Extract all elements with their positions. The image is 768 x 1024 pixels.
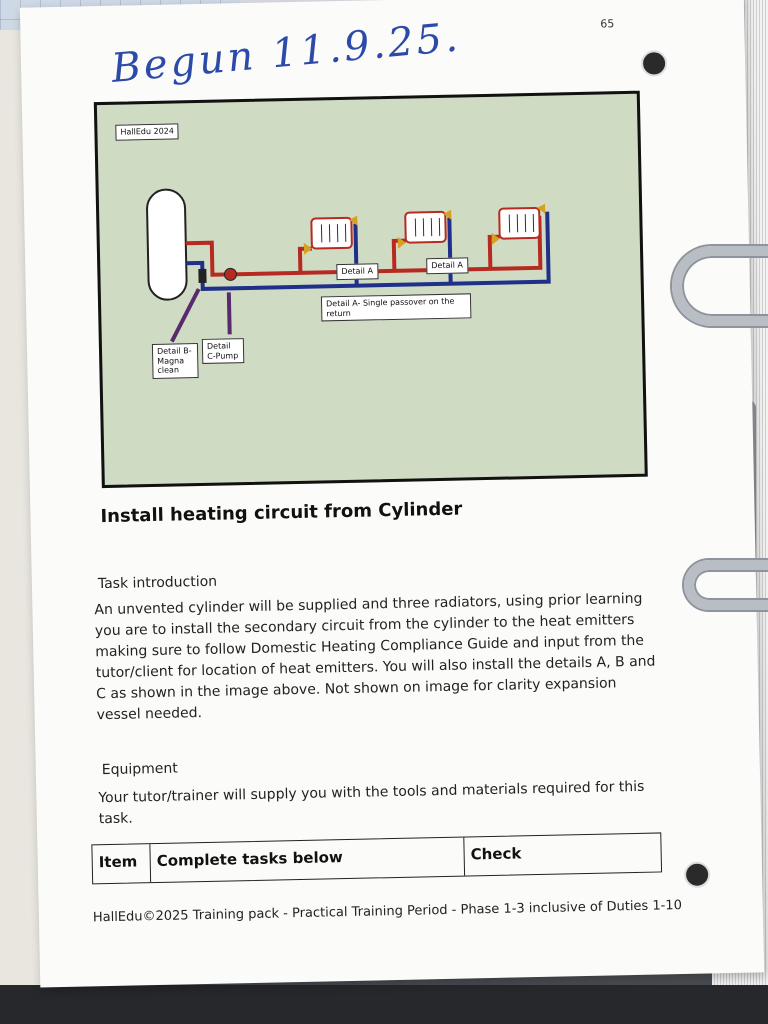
radiator-2: [405, 212, 446, 243]
radiator-1: [311, 218, 352, 249]
equipment-text: Your tutor/trainer will supply you with the tools and materials required for this task.: [98, 778, 645, 828]
detail-a-label-2: Detail A: [426, 257, 468, 273]
radiator-3: [499, 208, 540, 239]
punch-hole-bottom: [684, 861, 711, 888]
task-intro-label: Task introduction: [97, 573, 218, 593]
heating-diagram: [94, 91, 648, 488]
detail-a-label-1: Detail A: [336, 263, 378, 279]
task-intro-text: An unvented cylinder will be supplied and three radiators, using prior learning you are to install the secondary circuit from the cylinder to the heat emitters making sure to follow Domestic Heating Compliance Guide and input from the tutor/client for location of heat emitters. You will also install the details A, B and C as shown in the image above. Not shown on image for clarity expansion vessel needed.: [94, 590, 656, 724]
task-table-header: [91, 832, 662, 884]
page-footer: HallEdu©2025 Training pack - Practical Training Period - Phase 1-3 inclusive of Duties 1-10: [92, 898, 683, 926]
table-header-tasks: Complete tasks below: [150, 838, 465, 883]
binder-ring-top: [672, 246, 768, 326]
detail-c-label: Detail C-Pump: [202, 338, 245, 364]
detail-a-caption: Detail A- Single passover on the return: [321, 293, 471, 321]
section-heading: Install heating circuit from Cylinder: [100, 498, 463, 528]
diagram-drawing: [97, 94, 645, 485]
watermark-label: HallEdu 2024: [115, 123, 179, 140]
magna-clean-symbol: [198, 269, 206, 283]
document-page: [20, 0, 764, 987]
punch-hole-top: [641, 50, 668, 77]
pump-symbol: [224, 268, 236, 280]
table-header-check: Check: [470, 844, 522, 864]
pointer-c: [229, 292, 230, 334]
equipment-label: Equipment: [101, 760, 178, 779]
binder-ring-bottom: [684, 560, 768, 610]
binder-base: [0, 985, 768, 1024]
handwritten-note: Begun 11.9.25.: [109, 14, 463, 92]
return-branch-2: [449, 218, 450, 284]
page-number: 65: [600, 17, 615, 31]
table-header-item: Item: [92, 844, 151, 883]
cylinder-shape: [147, 189, 187, 300]
detail-b-label: Detail B-Magna clean: [152, 343, 199, 379]
